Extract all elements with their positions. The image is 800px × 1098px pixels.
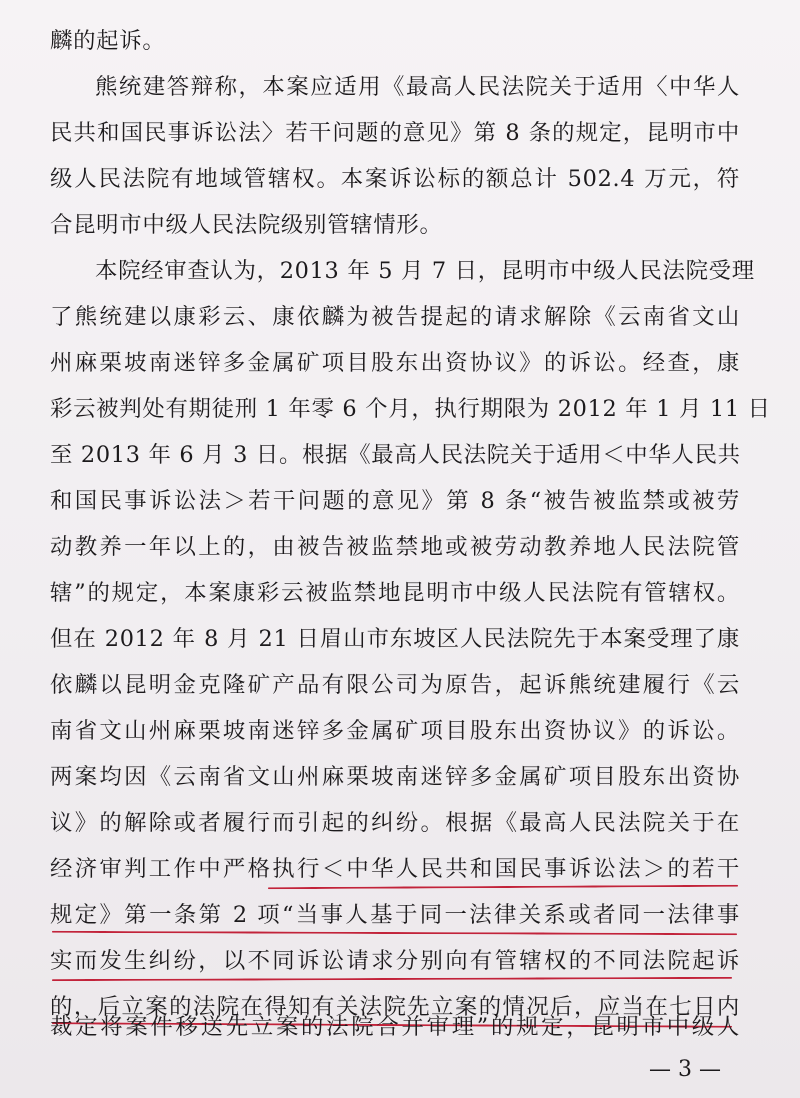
text-line-11: 和国民事诉讼法＞若干问题的意见》第 8 条“被告被监禁或被劳 [50,488,740,514]
text-line-14: 但在 2012 年 8 月 21 日眉山市东坡区人民法院先于本案受理了康 [50,626,740,652]
text-line-6: 本院经审查认为，2013 年 5 月 7 日，昆明市中级人民法院受理 [95,258,755,284]
text-line-16: 南省文山州麻栗坡南迷锌多金属矿项目股东出资协议》的诉讼。 [50,718,740,744]
page-number: — 3 — [649,1057,721,1082]
text-line-12: 动教养一年以上的，由被告被监禁地或被劳动教养地人民法院管 [50,534,740,560]
text-line-5: 合昆明市中级人民法院级别管辖情形。 [50,212,443,238]
text-line-8: 州麻栗坡南迷锌多金属矿项目股东出资协议》的诉讼。经查，康 [50,350,740,376]
text-line-23: 裁定将案件移送先立案的法院合并审理”的规定，昆明市中级人 [50,1014,740,1040]
text-line-13: 辖”的规定，本案康彩云被监禁地昆明市中级人民法院有管辖权。 [50,580,740,606]
text-line-3: 民共和国民事诉讼法〉若干问题的意见》第 8 条的规定，昆明市中 [50,120,740,146]
text-line-4: 级人民法院有地域管辖权。本案诉讼标的额总计 502.4 万元，符 [50,166,740,192]
text-line-20: 规定》第一条第 2 项“当事人基于同一法律关系或者同一法律事 [50,902,740,928]
text-line-22: 的，后立案的法院在得知有关法院先立案的情况后，应当在七日内 [50,994,740,1020]
text-line-2: 熊统建答辩称，本案应适用《最高人民法院关于适用〈中华人 [95,74,740,100]
text-line-9: 彩云被判处有期徒刑 1 年零 6 个月，执行期限为 2012 年 1 月 11 日 [50,396,771,422]
text-line-17: 两案均因《云南省文山州麻栗坡南迷锌多金属矿项目股东出资协 [50,764,740,790]
text-line-10: 至 2013 年 6 月 3 日。根据《最高人民法院关于适用＜中华人民共 [50,442,741,468]
text-line-1: 麟的起诉。 [50,28,166,54]
text-line-19: 经济审判工作中严格执行＜中华人民共和国民事诉讼法＞的若干 [50,856,740,882]
text-line-21: 实而发生纠纷，以不同诉讼请求分别向有管辖权的不同法院起诉 [50,948,740,974]
text-line-7: 了熊统建以康彩云、康依麟为被告提起的请求解除《云南省文山 [50,304,740,330]
text-line-15: 依麟以昆明金克隆矿产品有限公司为原告，起诉熊统建履行《云 [50,672,740,698]
text-line-18: 议》的解除或者履行而引起的纠纷。根据《最高人民法院关于在 [50,810,740,836]
